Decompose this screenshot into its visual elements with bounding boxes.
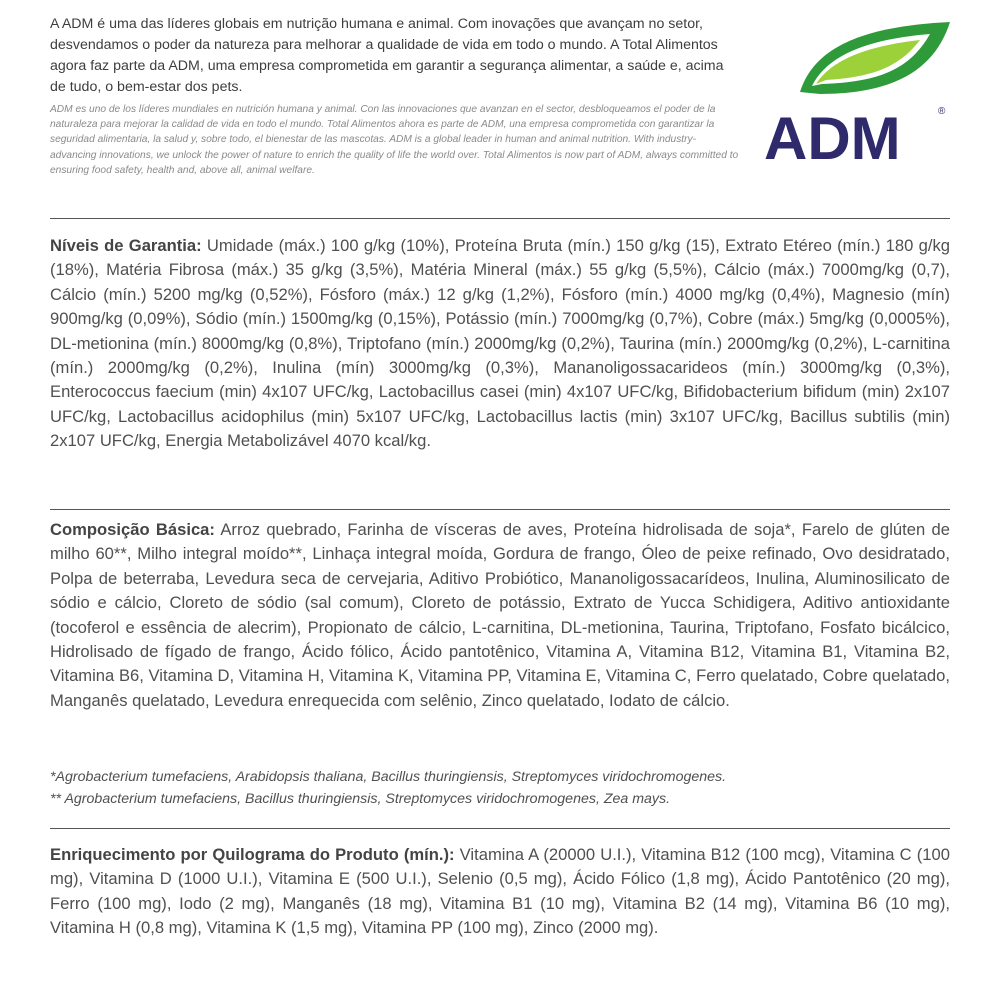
leaf-icon [760,14,960,164]
registered-mark: ® [938,106,946,117]
composition-heading: Composição Básica: [50,520,215,539]
guarantee-heading: Níveis de Garantia: [50,236,202,255]
composition-footnotes [50,766,950,810]
footnote-1: *Agrobacterium tumefaciens, Arabidopsis thaliana, Bacillus thuringiensis, Streptomyces viridochromogenes. [50,769,727,785]
enrichment-heading: Enriquecimento por Quilograma do Produto (mín.): [50,845,455,864]
basic-composition [50,518,950,713]
composition-text: Arroz quebrado, Farinha de vísceras de aves, Proteína hidrolisada de soja*, Farelo de glúten de milho 60**, Milho integral moído**, Linhaça integral moída, Gordura de frango, Óleo de peixe refinado, Ovo desidratado, Polpa de beterraba, Levedura seca de cervejaria, Aditivo Probiótico, Mananoligossacarídeos, Inulina, Aluminosilicato de sódio e cálcio, Cloreto de sódio (sal comum), Cloreto de potássio, Extrato de Yucca Schidigera, Aditivo antioxidante (tocoferol e essência de alecrim), Propionato de cálcio, L-carnitina, DL-metionina, Taurina, Triptofano, Fosfato bicálcico, Hidrolisado de fígado de frango, Ácido fólico, Ácido pantotênico, Vitamina A, Vitamina B12, Vitamina B1, Vitamina B2, Vitamina B6, Vitamina D, Vitamina H, Vitamina K, Vitamina PP, Vitamina E, Vitamina C, Ferro quelatado, Cobre quelatado, Manganês quelatado, Levedura enrequecida com selênio, Zinco quelatado, Iodato de cálcio. [50,520,950,710]
divider [50,828,950,829]
adm-logo [760,14,960,164]
intro-spanish-english: ADM es uno de los líderes mundiales en nutrición humana y animal. Con las innovaciones que avanzan en el sector, desbloqueamos el poder de la naturaleza para mejorar la calidad de vida en todo el mundo. Total Alimentos ahora es parte de ADM, una empresa comprometida con garantizar la seguridad alimentaria, la salud y, sobre todo, el bienestar de las mascotas. ADM is a global leader in human and animal nutrition. With industry-advancing innovations, we unlock the power of nature to enrich the quality of life the world over. Total Alimentos is now part of ADM, always committed to ensuring food safety, health and, above all, animal welfare. [50,104,739,176]
guarantee-text: Umidade (máx.) 100 g/kg (10%), Proteína Bruta (mín.) 150 g/kg (15), Extrato Etéreo (mín.) 180 g/kg (18%), Matéria Fibrosa (máx.) 35 g/kg (3,5%), Matéria Mineral (máx.) 55 g/kg (5,5%), Cálcio (máx.) 7000mg/kg (0,7), Cálcio (mín.) 5200 mg/kg (0,52%), Fósforo (máx.) 12 g/kg (1,2%), Fósforo (mín.) 4000 mg/kg (0,4%), Magnesio (mín) 900mg/kg (0,09%), Sódio (mín.) 1500mg/kg (0,15%), Potássio (mín.) 7000mg/kg (0,7%), Cobre (máx.) 5mg/kg (0,0005%), DL-metionina (mín.) 8000mg/kg (0,8%), Triptofano (mín.) 2000mg/kg (0,2%), Taurina (mín.) 2000mg/kg (0,2%), L-carnitina (mín.) 2000mg/kg (0,2%), Inulina (mín) 3000mg/kg (0,3%), Mananoligossacarideos (mín.) 3000mg/kg (0,3%), Enterococcus faecium (min) 4x107 UFC/kg, Lactobacillus casei (min) 4x107 UFC/kg, Bifidobacterium bifidum (min) 2x107 UFC/kg, Lactobacillus acidophilus (min) 5x107 UFC/kg, Lactobacillus lactis (min) 3x107 UFC/kg, Bacillus subtilis (min) 2x107 UFC/kg, Energia Metabolizável 4070 kcal/kg. [50,236,950,451]
divider [50,509,950,510]
divider [50,218,950,219]
enrichment [50,843,950,941]
logo-wordmark: ADM [764,105,901,164]
intro-portuguese: A ADM é uma das líderes globais em nutrição humana e animal. Com inovações que avançam no setor, desvendamos o poder da natureza para melhorar a qualidade de vida em todo o mundo. A Total Alimentos agora faz parte da ADM, uma empresa comprometida em garantir a segurança alimentar, a saúde e, acima de tudo, o bem-estar dos pets. [50,16,724,95]
guarantee-levels [50,234,950,454]
enrichment-text: Vitamina A (20000 U.I.), Vitamina B12 (100 mcg), Vitamina C (100 mg), Vitamina D (1000 U.I.), Vitamina E (500 U.I.), Selenio (0,5 mg), Ácido Fólico (1,8 mg), Ácido Pantotênico (20 mg), Ferro (100 mg), Iodo (2 mg), Manganês (18 mg), Vitamina B1 (10 mg), Vitamina B2 (14 mg), Vitamina B6 (10 mg), Vitamina H (0,8 mg), Vitamina K (1,5 mg), Vitamina PP (100 mg), Zinco (2000 mg). [50,845,950,938]
intro-block [50,14,740,178]
footnote-2: ** Agrobacterium tumefaciens, Bacillus thuringiensis, Streptomyces viridochromogenes, Zea mays. [50,791,671,807]
